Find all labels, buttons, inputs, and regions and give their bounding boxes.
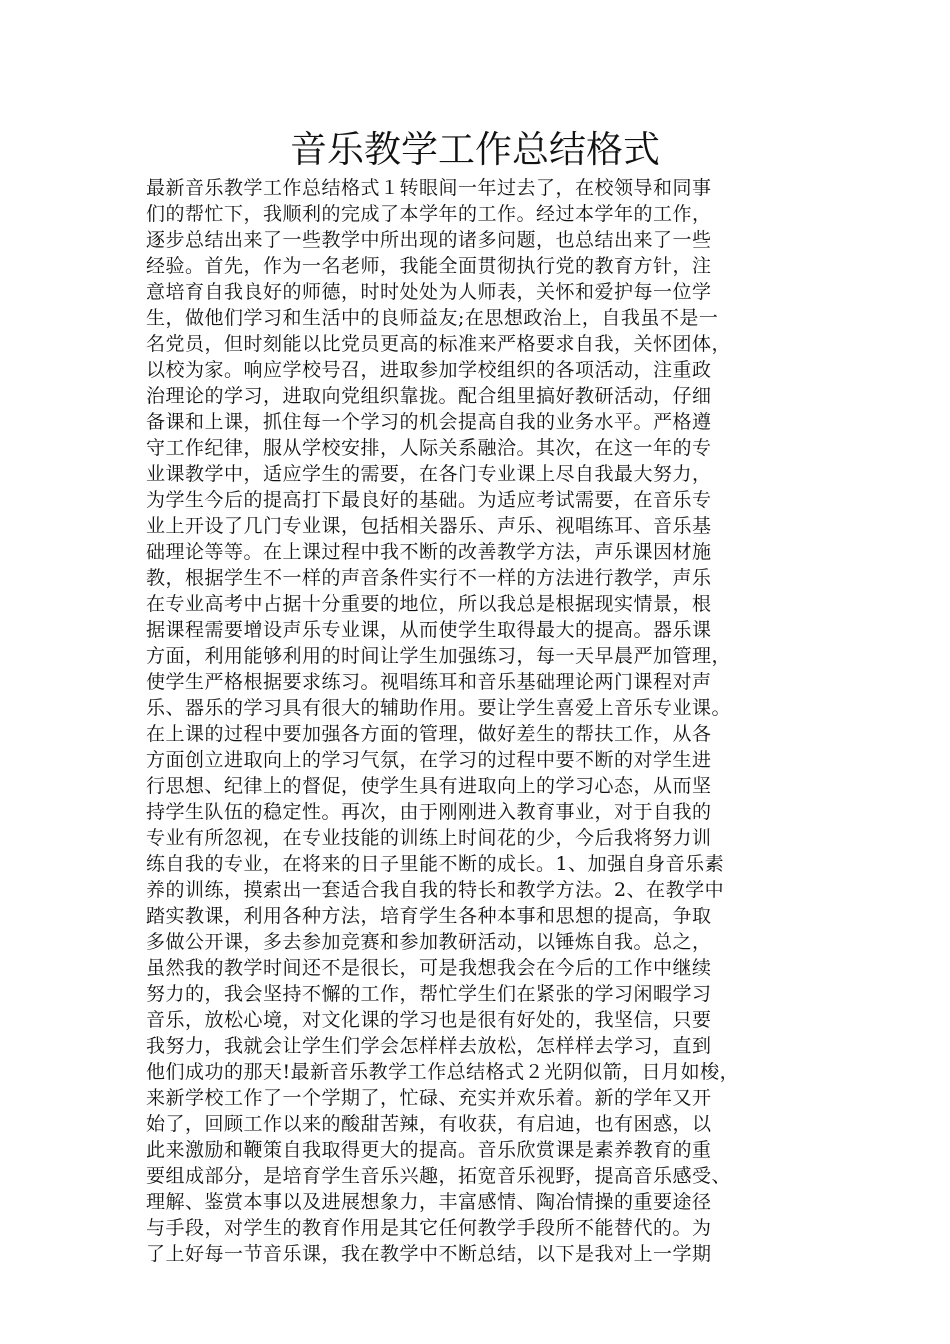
body-text-line: 经验。首先，作为一名老师，我能全面贯彻执行党的教育方针，注 bbox=[146, 255, 712, 277]
body-text-line: 名党员，但时刻能以比党员更高的标准来严格要求自我，关怀团体， bbox=[146, 333, 732, 355]
body-text-line: 据课程需要增设声乐专业课，从而使学生取得最大的提高。器乐课 bbox=[146, 619, 712, 641]
body-text-line: 要组成部分，是培育学生音乐兴趣，拓宽音乐视野，提高音乐感受、 bbox=[146, 1165, 732, 1187]
body-text-line: 守工作纪律，服从学校安排，人际关系融洽。其次，在这一年的专 bbox=[146, 437, 712, 459]
body-text-line: 意培育自我良好的师德，时时处处为人师表，关怀和爱护每一位学 bbox=[146, 281, 712, 303]
body-text-line: 在上课的过程中要加强各方面的管理，做好差生的帮扶工作，从各 bbox=[146, 723, 712, 745]
body-text-line: 我努力，我就会让学生们学会怎样样去放松，怎样样去学习，直到 bbox=[146, 1035, 712, 1057]
body-text-line: 养的训练，摸索出一套适合我自我的特长和教学方法。2、在教学中 bbox=[146, 879, 725, 901]
body-text-line: 业上开设了几门专业课，包括相关器乐、声乐、视唱练耳、音乐基 bbox=[146, 515, 712, 537]
body-text-line: 教，根据学生不一样的声音条件实行不一样的方法进行教学，声乐 bbox=[146, 567, 712, 589]
body-text-line: 专业有所忽视，在专业技能的训练上时间花的少，今后我将努力训 bbox=[146, 827, 712, 849]
body-text-line: 他们成功的那天!最新音乐教学工作总结格式２光阴似箭，日月如梭， bbox=[146, 1061, 740, 1083]
body-text-line: 此来激励和鞭策自我取得更大的提高。音乐欣赏课是素养教育的重 bbox=[146, 1139, 712, 1161]
body-text-line: 方面创立进取向上的学习气氛，在学习的过程中要不断的对学生进 bbox=[146, 749, 712, 771]
body-text-line: 们的帮忙下，我顺利的完成了本学年的工作。经过本学年的工作， bbox=[146, 203, 712, 225]
body-text-line: 使学生严格根据要求练习。视唱练耳和音乐基础理论两门课程对声 bbox=[146, 671, 712, 693]
body-text-line: 方面，利用能够利用的时间让学生加强练习，每一天早晨严加管理， bbox=[146, 645, 732, 667]
body-text-line: 持学生队伍的稳定性。再次，由于刚刚进入教育事业，对于自我的 bbox=[146, 801, 712, 823]
document-title: 音乐教学工作总结格式 bbox=[290, 128, 660, 171]
body-text-line: 与手段，对学生的教育作用是其它任何教学手段所不能替代的。为 bbox=[146, 1217, 712, 1239]
body-text-line: 多做公开课，多去参加竞赛和参加教研活动，以锤炼自我。总之， bbox=[146, 931, 712, 953]
body-text-line: 以校为家。响应学校号召，进取参加学校组织的各项活动，注重政 bbox=[146, 359, 712, 381]
body-text-line: 在专业高考中占据十分重要的地位，所以我总是根据现实情景，根 bbox=[146, 593, 712, 615]
body-text-line: 乐、器乐的学习具有很大的辅助作用。要让学生喜爱上音乐专业课。 bbox=[146, 697, 732, 719]
body-text-line: 踏实教课，利用各种方法，培育学生各种本事和思想的提高，争取 bbox=[146, 905, 712, 927]
body-text-line: 逐步总结出来了一些教学中所出现的诸多问题，也总结出来了一些 bbox=[146, 229, 712, 251]
body-text-line: 始了，回顾工作以来的酸甜苦辣，有收获，有启迪，也有困惑，以 bbox=[146, 1113, 712, 1135]
body-text-line: 治理论的学习，进取向党组织靠拢。配合组里搞好教研活动，仔细 bbox=[146, 385, 712, 407]
document-body bbox=[146, 175, 826, 1267]
body-text-line: 最新音乐教学工作总结格式１转眼间一年过去了，在校领导和同事 bbox=[146, 177, 712, 199]
body-text-line: 备课和上课，抓住每一个学习的机会提高自我的业务水平。严格遵 bbox=[146, 411, 712, 433]
body-text-line: 生，做他们学习和生活中的良师益友;在思想政治上，自我虽不是一 bbox=[146, 307, 719, 329]
body-text-line: 练自我的专业，在将来的日子里能不断的成长。1、加强自身音乐素 bbox=[146, 853, 725, 875]
body-text-line: 努力的，我会坚持不懈的工作，帮忙学生们在紧张的学习闲暇学习 bbox=[146, 983, 712, 1005]
body-text-line: 础理论等等。在上课过程中我不断的改善教学方法，声乐课因材施 bbox=[146, 541, 712, 563]
body-text-line: 了上好每一节音乐课，我在教学中不断总结，以下是我对上一学期 bbox=[146, 1243, 712, 1265]
body-text-line: 行思想、纪律上的督促，使学生具有进取向上的学习心态，从而坚 bbox=[146, 775, 712, 797]
body-text-line: 理解、鉴赏本事以及进展想象力，丰富感情、陶冶情操的重要途径 bbox=[146, 1191, 712, 1213]
body-text-line: 来新学校工作了一个学期了，忙碌、充实并欢乐着。新的学年又开 bbox=[146, 1087, 712, 1109]
body-text-line: 虽然我的教学时间还不是很长，可是我想我会在今后的工作中继续 bbox=[146, 957, 712, 979]
body-text-line: 为学生今后的提高打下最良好的基础。为适应考试需要，在音乐专 bbox=[146, 489, 712, 511]
body-text-line: 音乐，放松心境，对文化课的学习也是很有好处的，我坚信，只要 bbox=[146, 1009, 712, 1031]
body-text-line: 业课教学中，适应学生的需要，在各门专业课上尽自我最大努力， bbox=[146, 463, 712, 485]
